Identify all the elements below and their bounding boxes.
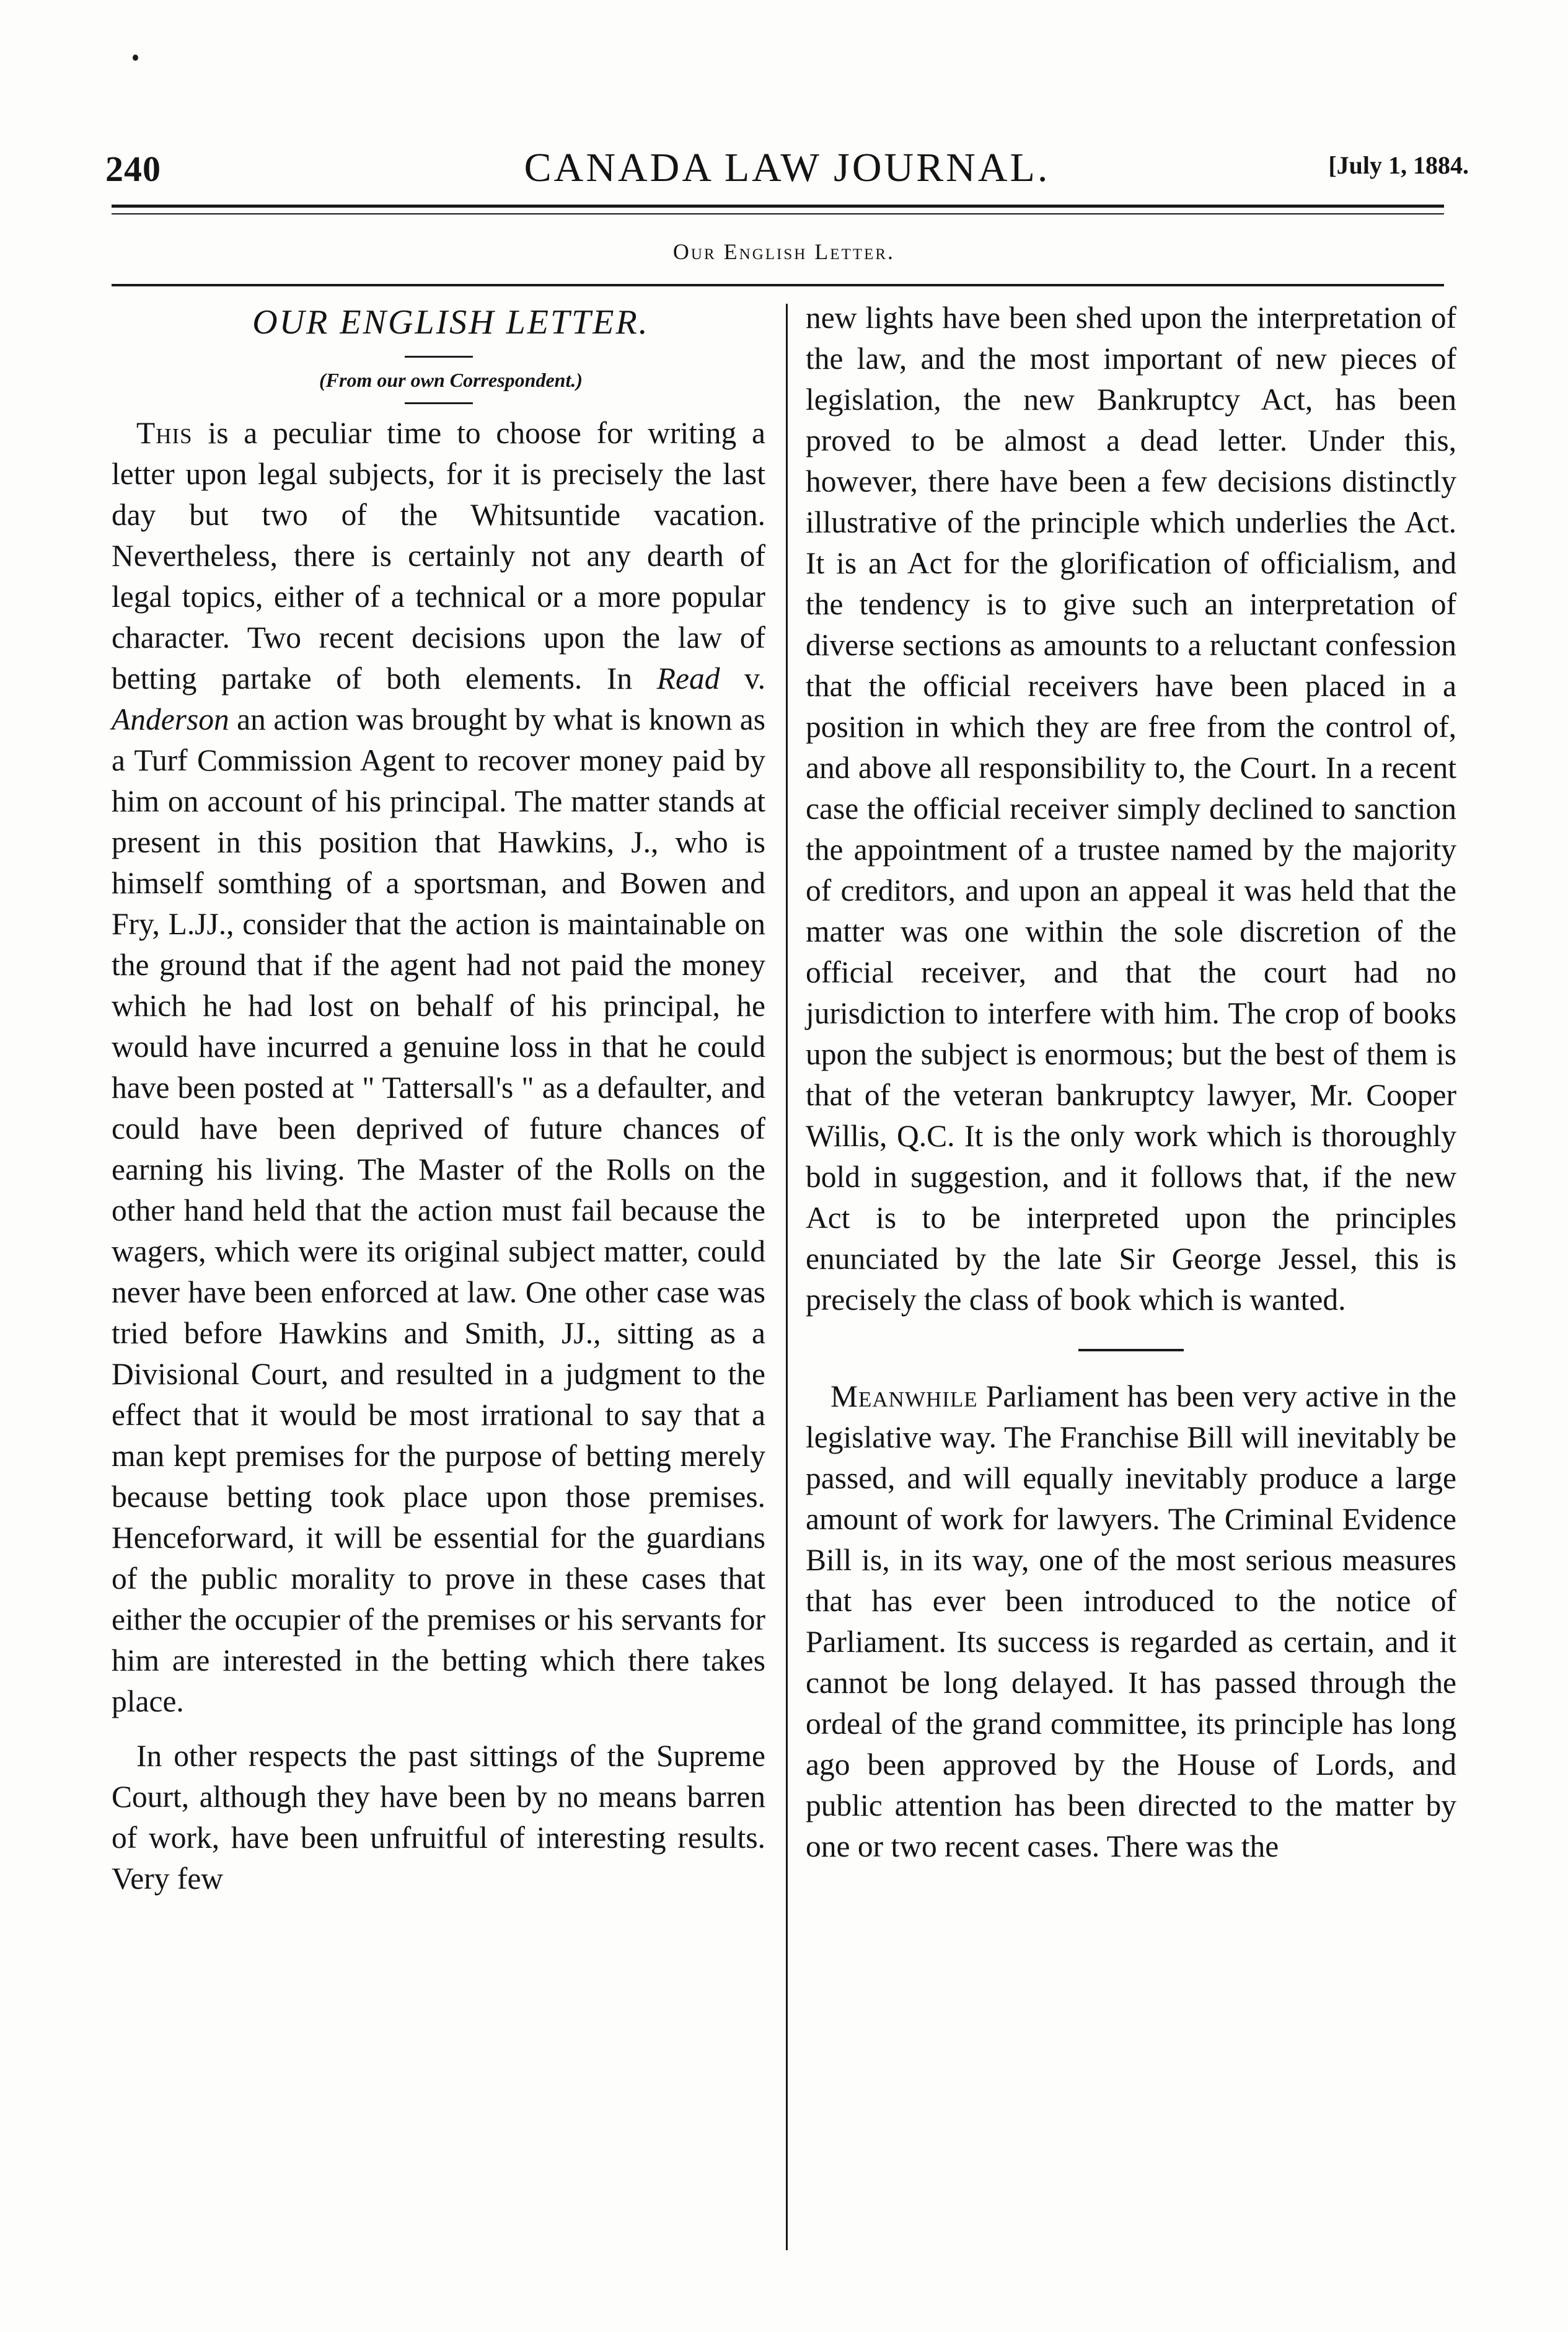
page-number: 240 — [105, 149, 161, 189]
article-paragraph-1 — [112, 413, 765, 1722]
running-header — [105, 133, 1469, 189]
article-paragraph-2: In other respects the past sittings of the Supreme Court, although they have been by no means barren of work, have been unfruitful of interesting results. Very few — [112, 1739, 765, 1896]
case-party-name: Anderson — [112, 702, 229, 736]
case-versus: v. — [720, 661, 765, 696]
title-rule — [405, 356, 473, 358]
paragraph-gap — [112, 1722, 765, 1736]
section-break-rule — [1078, 1349, 1184, 1351]
left-column — [112, 298, 765, 1899]
article-paragraph-3 — [806, 1376, 1456, 1867]
article-title: OUR ENGLISH LETTER. — [252, 303, 650, 342]
header-rule-thin — [112, 213, 1444, 214]
byline-rule — [405, 402, 473, 404]
paragraph-text: an action was brought by what is known as a Turf Commission Agent to recover money paid by him on account of his principal. The matter stands at present in this position that Hawkins, J., who is himself somthing of a sportsman, and Bowen and Fry, L.JJ., consider that the action is maintainable on the ground that if the agent had not paid the money which he had lost on behalf of his principal, he would have incurred a genuine loss in that he could have been posted at " Tattersall's " as a defaulter, and could have been deprived of future chances of earning his living. The Master of the Rolls on the other hand held that the action must fail because the wagers, which were its original subject matter, could never have been enforced at law. One other case was tried before Hawkins and Smith, JJ., sitting as a Divisional Court, and resulted in a judgment to the effect that it would be most irrational to say that a man kept premises for the purpose of betting merely because betting took place upon those premises. Henceforward, it will be essential for the guardians of the public morality to prove in these cases that either the occupier of the premises or his servants for him are interested in the betting which there takes place. — [112, 702, 765, 1718]
article-paragraph-continued: new lights have been shed upon the interpretation of the law, and the most important of new pieces of legislation, the new Bankruptcy Act, has been proved to be almost a dead letter. Under this, however, there have been a few decisions distinctly illustrative of the principle which underlies the Act. It is an Act for the glorification of officialism, and the tendency is to give such an interpretation of diverse sections as amounts to a reluctant confession that the official receivers have been placed in a position in which they are free from the control of, and above all responsibility to, the Court. In a recent case the official receiver simply declined to sanction the appointment of a trustee named by the majority of creditors, and upon an appeal it was held that the matter was one within the sole discretion of the official receiver, and that the court had no jurisdiction to interfere with him. The crop of books upon the subject is enormous; but the best of them is that of the veteran bankruptcy lawyer, Mr. Cooper Willis, Q.C. It is the only work which is thoroughly bold in suggestion, and it follows that, if the new Act is to be interpreted upon the principles enunciated by the late Sir George Jessel, this is precisely the class of book which is wanted. — [806, 301, 1456, 1317]
article-byline: (From our own Correspondent.) — [319, 369, 583, 391]
issue-date: [July 1, 1884. — [1328, 151, 1469, 179]
column-divider — [786, 304, 788, 2250]
paragraph-text: Parliament has been very active in the legislative way. The Franchise Bill will inevitably be passed, and will equally inevitably produce a large amount of work for lawyers. The Criminal Evidence Bill is, in its way, one of the most serious measures that has ever been introduced to the notice of Parliament. Its success is regarded as certain, and it cannot be long delayed. It has passed through the ordeal of the grand committee, its principle has long ago been approved by the House of Lords, and public attention has been directed to the matter by one or two recent cases. There was the — [806, 1379, 1456, 1863]
section-rule — [112, 284, 1444, 286]
section-header: Our English Letter. — [672, 239, 896, 264]
paragraph-lead-word: This — [136, 416, 193, 450]
right-column — [806, 298, 1456, 1867]
paragraph-text: is a peculiar time to choose for writing a letter upon legal subjects, for it is precisely the last day but two of the Whitsuntide vacation. Nevertheless, there is certainly not any dearth of legal topics, either of a technical or a more popular character. Two recent decisions upon the law of betting partake of both elements. In — [112, 416, 765, 696]
paragraph-lead-word: Meanwhile — [830, 1379, 978, 1413]
journal-title: CANADA LAW JOURNAL. — [524, 145, 1050, 190]
case-party-name: Read — [656, 661, 720, 696]
header-rule-thick — [112, 205, 1444, 208]
print-speck — [133, 55, 138, 61]
